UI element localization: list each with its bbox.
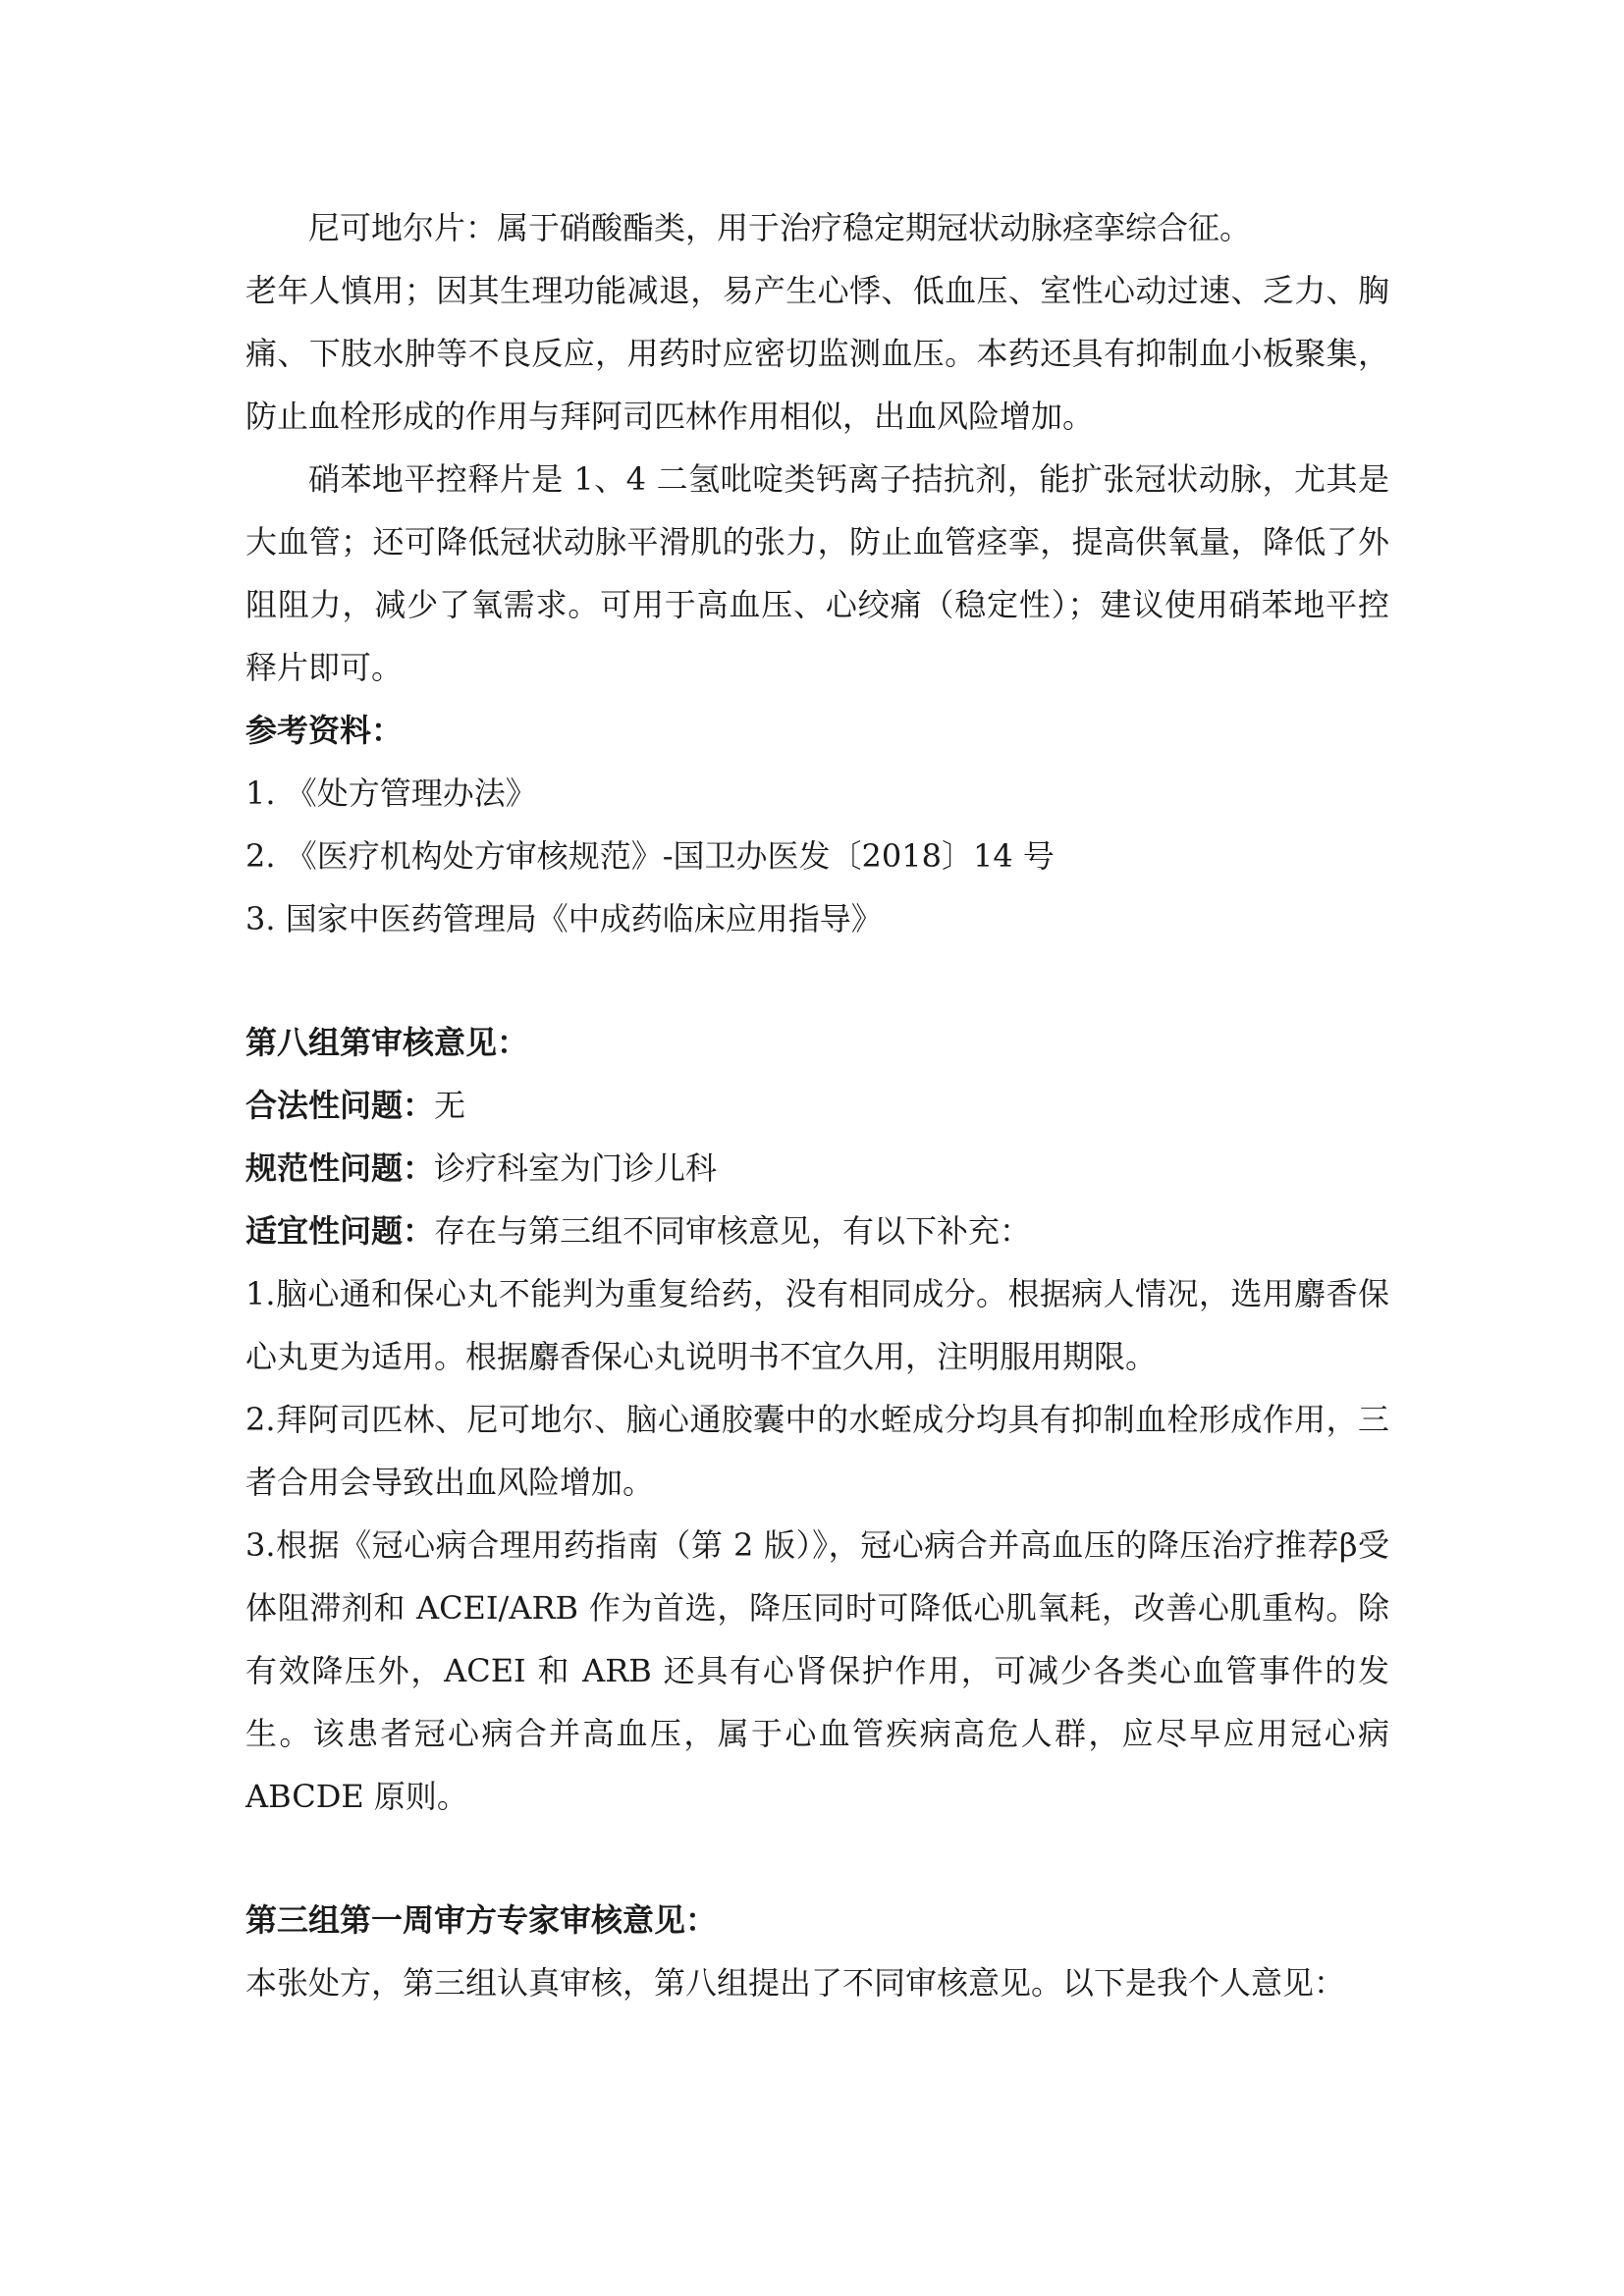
group8-suitability <box>245 1200 1389 1262</box>
group8-point: 3.根据《冠心病合理用药指南（第 2 版）》，冠心病合并高血压的降压治疗推荐β受体阻滞剂和 ACEI/ARB 作为首选，降压同时可降低心肌氧耗，改善心肌重构。除有效降压外，ACEI 和 ARB 还具有心肾保护作用，可减少各类心血管事件的发生。该患者冠心病合并高血压，属于心血管疾病高危人群，应尽早应用冠心病 ABCDE 原则。 <box>245 1526 1389 1815</box>
standard-value: 诊疗科室为门诊儿科 <box>434 1149 718 1187</box>
section-spacer <box>245 1828 1389 1889</box>
group3-intro: 本张处方，第三组认真审核，第八组提出了不同审核意见。以下是我个人意见： <box>245 1964 1346 2002</box>
paragraph-nifedipine: 硝苯地平控释片是 1、4 二氢吡啶类钙离子拮抗剂，能扩张冠状动脉，尤其是大血管；还可降低冠状动脉平滑肌的张力，防止血管痉挛，提高供氧量，降低了外阻阻力，减少了氧需求。可用于高血压、心绞痛（稳定性）；建议使用硝苯地平控释片即可。 <box>245 460 1389 686</box>
group8-point: 1.脑心通和保心丸不能判为重复给药，没有相同成分。根据病人情况，选用麝香保心丸更为适用。根据麝香保心丸说明书不宜久用，注明服用期限。 <box>245 1275 1389 1375</box>
group8-standard <box>245 1137 1389 1200</box>
document-page <box>245 196 1389 2014</box>
group8-point: 2.拜阿司匹林、尼可地尔、脑心通胶囊中的水蛭成分均具有抑制血栓形成作用，三者合用会导致出血风险增加。 <box>245 1401 1389 1501</box>
suitability-value: 存在与第三组不同审核意见，有以下补充： <box>434 1212 1032 1250</box>
section-spacer <box>245 950 1389 1011</box>
reference-item: 1. 《处方管理办法》 <box>245 774 537 812</box>
reference-item: 3. 国家中医药管理局《中成药临床应用指导》 <box>245 900 883 937</box>
suitability-label: 适宜性问题： <box>245 1212 435 1250</box>
standard-label: 规范性问题： <box>245 1149 435 1187</box>
reference-item: 2. 《医疗机构处方审核规范》-国卫办医发〔2018〕14 号 <box>245 837 1055 875</box>
group8-heading: 第八组第审核意见： <box>245 1024 529 1061</box>
paragraph-elderly-caution: 老年人慎用；因其生理功能减退，易产生心悸、低血压、室性心动过速、乏力、胸痛、下肢水肿等不良反应，用药时应密切监测血压。本药还具有抑制血小板聚集，防止血栓形成的作用与拜阿司匹林作用相似，出血风险增加。 <box>245 272 1389 435</box>
paragraph-nicorandil: 尼可地尔片：属于硝酸酯类，用于治疗稳定期冠状动脉痉挛综合征。 <box>308 209 1252 246</box>
group8-legality <box>245 1074 1389 1137</box>
references-heading: 参考资料： <box>245 712 404 749</box>
legality-value: 无 <box>434 1087 466 1124</box>
legality-label: 合法性问题： <box>245 1087 435 1124</box>
group3-heading: 第三组第一周审方专家审核意见： <box>245 1901 718 1939</box>
